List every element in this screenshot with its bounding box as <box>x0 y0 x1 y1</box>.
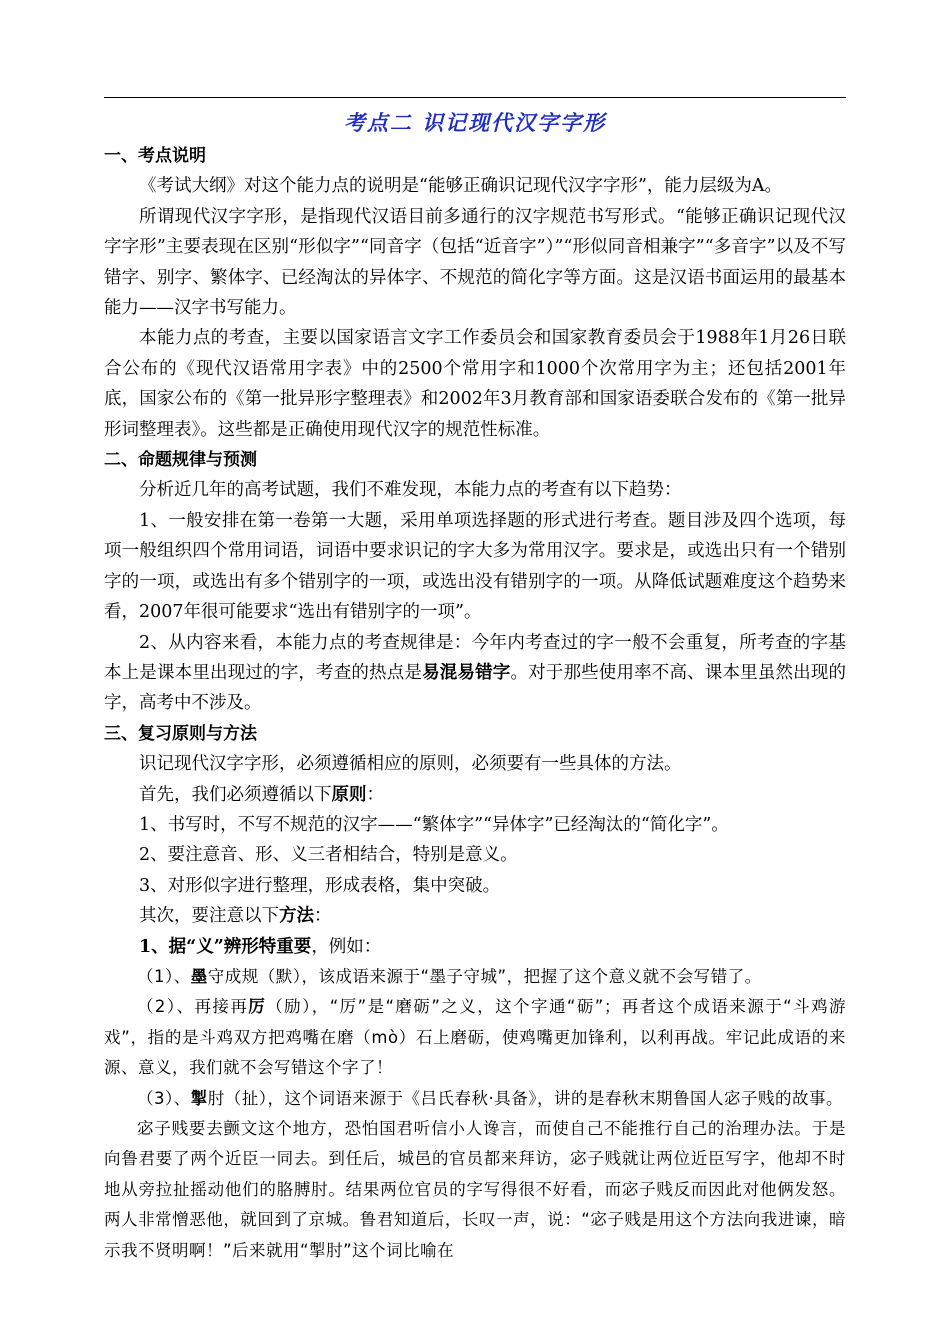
method-heading <box>104 932 846 962</box>
rule-item: 1、书写时，不写不规范的汉字——“繁体字”“异体字”已经淘汰的“简化字”。 <box>139 814 729 835</box>
rule-item: 3、对形似字进行整理，形成表格，集中突破。 <box>139 875 501 896</box>
emphasis-text: 掣 <box>190 1088 208 1108</box>
emphasis-text: 易混易错字 <box>422 662 511 683</box>
emphasis-text: 原则 <box>331 784 367 805</box>
text-run: （2）、再接再 <box>137 997 249 1017</box>
text-run: （1）、 <box>137 966 191 986</box>
text-run: （励），“厉”是“磨砺”之义，这个字通“砺”；再者这个成语来源于“斗鸡游戏”，指的是斗鸡双方把鸡嘴在磨（mò）石上磨砺，使鸡嘴更加锋利，以利再战。牢记此成语的来源、意义，我们就不会写错这个字了！ <box>104 997 847 1078</box>
section-heading-1: 一、考点说明 <box>104 146 206 166</box>
header-rule <box>104 97 846 98</box>
paragraph <box>104 901 846 931</box>
text-run: ： <box>366 784 384 805</box>
text-run: ，例如： <box>311 936 382 957</box>
emphasis-text: 墨 <box>190 966 208 986</box>
emphasis-text: 厉 <box>248 997 267 1017</box>
paragraph: 本能力点的考查，主要以国家语言文字工作委员会和国家教育委员会于1988年1月26日联合公布的《现代汉语常用字表》中的2500个常用字和1000个次常用字为主；还包括2001年底，国家公布的《第一批异形字整理表》和2002年3月教育部和国家语委联合发布的《第一批异形词整理表》。这些都是正确使用现代汉字的规范性标准。 <box>104 328 846 440</box>
text-run: 2、从内容来看，本能力点的考查规律是：今年内考查过的字一般不会重复，所考查的字基本上是课本里出现过的字，考查的热点是 <box>104 632 846 683</box>
text-run: 肘（扯），这个词语来源于《吕氏春秋·具备》，讲的是春秋末期鲁国人宓子贱的故事。 <box>207 1088 843 1108</box>
rule-item: 2、要注意音、形、义三者相结合，特别是意义。 <box>139 845 518 866</box>
paragraph: 分析近几年的高考试题，我们不难发现，本能力点的考查有以下趋势： <box>139 480 682 501</box>
example-item <box>104 962 846 992</box>
paragraph <box>104 780 846 810</box>
paragraph: 所谓现代汉字字形，是指现代汉语目前多通行的汉字规范书写形式。“能够正确识记现代汉字字形”主要表现在区别“形似字”“同音字（包括“近音字”）”“形似同音相兼字”“多音字”以及不写错字、别字、繁体字、已经淘汰的异体字、不规范的简化字等方面。这是汉语书面运用的最基本能力——汉字书写能力。 <box>104 206 846 319</box>
example-item <box>104 1084 846 1114</box>
section-heading-3: 三、复习原则与方法 <box>104 723 257 744</box>
text-run: 首先，我们必须遵循以下 <box>139 784 332 805</box>
text-run: 。对于那些使用率不高、课本里虽然出现的字，高考中不涉及。 <box>104 662 847 714</box>
emphasis-text: 1、据“义”辨形特重要 <box>139 936 312 957</box>
text-run: （3）、 <box>137 1088 191 1108</box>
story-paragraph: 宓子贱要去颤文这个地方，恐怕国君听信小人谗言，而使自己不能推行自己的治理办法。于是向鲁君要了两个近臣一同去。到任后，城邑的官员都来拜访，宓子贱就让两位近臣写字，他却不时地从旁拉扯摇动他们的胳膊肘。结果两位官员的字写得很不好看，而宓子贱反而因此对他俩发怒。两人非常憎恶他，就回到了京城。鲁君知道后，长叹一声，说：“宓子贱是用这个方法向我进谏，暗示我不贤明啊！”后来就用“掣肘”这个词比喻在 <box>104 1119 846 1260</box>
paragraph: 1、一般安排在第一卷第一大题，采用单项选择题的形式进行考查。题目涉及四个选项，每项一般组织四个常用词语，词语中要求识记的字大多为常用汉字。要求是，或选出只有一个错别字的一项，或选出有多个错别字的一项，或选出没有错别字的一项。从降低试题难度这个趋势来看，2007年很可能要求“选出有错别字的一项”。 <box>104 510 846 623</box>
text-run: 守成规（默），该成语来源于“墨子守城”，把握了这个意义就不会写错了。 <box>207 966 762 986</box>
document-body <box>104 105 846 1266</box>
section-heading-2: 二、命题规律与预测 <box>104 450 257 471</box>
emphasis-text: 方法 <box>279 906 314 927</box>
text-run: 其次，要注意以下 <box>139 906 279 927</box>
example-item <box>104 992 846 1083</box>
paragraph: 《考试大纲》对这个能力点的说明是“能够正确识记现代汉字字形”，能力层级为A。 <box>139 176 783 197</box>
page-title: 考点二 识记现代汉字字形 <box>343 110 607 135</box>
paragraph <box>104 628 846 719</box>
paragraph: 识记现代汉字字形，必须遵循相应的原则，必须要有一些具体的方法。 <box>139 754 682 775</box>
text-run: ： <box>314 906 332 927</box>
